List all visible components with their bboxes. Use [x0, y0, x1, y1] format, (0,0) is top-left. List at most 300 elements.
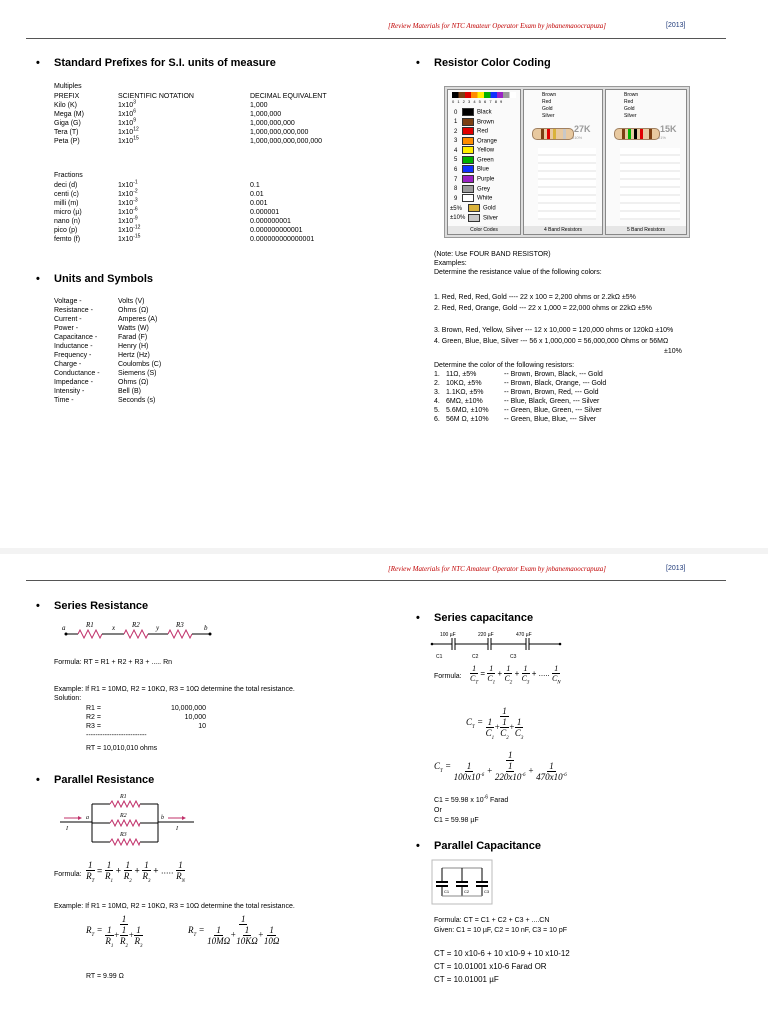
label-b: b [204, 624, 208, 632]
unit-symbol: Ohms (Ω) [118, 379, 149, 386]
unit-row [54, 324, 254, 333]
series-cap-formula-label: Formula: [434, 673, 462, 680]
unit-quantity: Frequency - [54, 352, 92, 359]
code-digit: 2 [454, 128, 458, 135]
unit-row [54, 369, 254, 378]
unit-quantity: Charge - [54, 361, 82, 368]
series-cap-or: Or [434, 807, 442, 814]
five-band-resistor [614, 128, 660, 140]
prefix-decimal: 0.000000000000001 [250, 236, 315, 243]
prefix-row [54, 137, 374, 146]
prefix-name: micro (µ) [54, 209, 82, 216]
unit-row [54, 387, 254, 396]
parallel-res-result: RT = 9.99 Ω [86, 973, 124, 980]
color-swatch [462, 137, 474, 145]
series-res-diagram [58, 618, 218, 644]
code-color: Blue [477, 167, 490, 174]
band-label: Gold [542, 106, 553, 112]
answer-row [434, 415, 734, 424]
band-label: Red [542, 99, 552, 105]
label-r2: R2 [132, 621, 140, 629]
code-color: Grey [477, 186, 491, 193]
answer-colors: -- Brown, Brown, Red, --- Gold [504, 389, 599, 396]
parallel-res-eq1: $R_T$ = 1 $\frac{1}{R_1}$ + $\frac{1}{R_2}$ + $\frac{1}{R_3}$ [86, 914, 143, 949]
answer-num: 1. [434, 371, 440, 378]
label-r3: R3 [176, 621, 184, 629]
tol-swatch [468, 204, 480, 212]
answer-value: 11Ω, ±5% [446, 371, 477, 378]
prefixes-title: • Standard Prefixes for S.I. units of measure [34, 57, 276, 69]
prefix-row [54, 208, 374, 217]
sci-base: 1x10 [118, 182, 134, 189]
color-code-item [454, 175, 497, 185]
unit-quantity: Intensity - [54, 388, 85, 395]
answer-colors: -- Green, Blue, Green, --- Silver [504, 407, 602, 414]
prefix-table [54, 92, 374, 146]
den-10k: 10KΩ [236, 936, 258, 946]
answer-value: 5.6MΩ, ±10% [446, 407, 489, 414]
col-dec: DECIMAL EQUIVALENT [250, 93, 327, 100]
pcap-n1: C1 [444, 889, 450, 894]
solution-label: R3 = [86, 723, 101, 730]
unit-symbol: Ohms (Ω) [118, 307, 149, 314]
unit-symbol: Hertz (Hz) [118, 352, 150, 359]
unit-quantity: Resistance - [54, 307, 93, 314]
cden-3: 470x10 [536, 772, 563, 782]
prefix-row [54, 199, 374, 208]
cap-v3: 470 µF [516, 632, 532, 638]
unit-row [54, 396, 254, 405]
multiples-label: Multiples [54, 83, 82, 90]
band-label: Brown [624, 92, 639, 98]
series-res-solution: Solution: [54, 695, 82, 702]
color-code-item [454, 165, 497, 175]
answer-row [434, 406, 734, 415]
four-band-sub: ±10% [572, 135, 583, 140]
solution-row [86, 722, 206, 731]
panel-caption-four: 4 Band Resistors [524, 226, 602, 234]
color-swatch [462, 194, 474, 202]
cap-n3: C3 [510, 654, 517, 660]
page-header-2: [Review Materials for NTC Amateur Operator Exam by jnbanemaoocrapuza] [388, 565, 607, 573]
den-10: 10Ω [263, 936, 280, 946]
header-rule [26, 38, 726, 39]
series-res-steps [86, 704, 206, 731]
label-p-r3: R3 [120, 832, 127, 838]
parallel-res-eq2: $R_T$ = 1 $\frac{1}{10M\Omega}$ + $\frac{1}{10K\Omega}$ + $\frac{1}{10\Omega}$ [188, 914, 280, 946]
prefix-decimal: 1,000 [250, 102, 268, 109]
four-band-value: 27K [574, 124, 591, 134]
band-label: Brown [542, 92, 557, 98]
sci-base: 1x10 [118, 209, 134, 216]
answer-num: 3. [434, 389, 440, 396]
cap-n2: C2 [472, 654, 479, 660]
color-swatch [462, 146, 474, 154]
prefix-row [54, 217, 374, 226]
label-p-b: b [161, 815, 164, 821]
five-band-labels [624, 92, 638, 120]
panel-caption-codes: Color Codes [448, 226, 520, 234]
four-band-table [538, 148, 596, 220]
parallel-res-formula-label: Formula: [54, 871, 82, 878]
color-swatch [462, 185, 474, 193]
series-cap-title: • Series capacitance [414, 612, 533, 624]
series-cap-eq1: $C_T$ = 1 $\frac{1}{C_1}$ + $\frac{1}{C_2}$ + $\frac{1}{C_3}$ [466, 706, 524, 741]
solution-label: R1 = [86, 705, 101, 712]
prefix-decimal: 0.01 [250, 191, 264, 198]
cap-n1: C1 [436, 654, 443, 660]
sci-exp: -15 [133, 233, 141, 240]
color-strip [452, 92, 516, 98]
code-color: White [477, 195, 493, 202]
unit-row [54, 342, 254, 351]
cap-v1: 100 µF [440, 632, 456, 638]
color-code-item [454, 127, 497, 137]
unit-quantity: Current - [54, 316, 82, 323]
series-cap-r1: C1 = 59.98 x 10 [434, 797, 484, 804]
code-digit: 1 [454, 119, 458, 126]
prefix-decimal: 0.000001 [250, 209, 280, 216]
answer-num: 2. [434, 380, 440, 387]
parallel-cap-given: Given: C1 = 10 µF, C2 = 10 nF, C3 = 10 pF [434, 927, 568, 934]
cden-2: 220x10 [494, 772, 522, 782]
parallel-cap-diagram [430, 858, 500, 910]
answer-colors: -- Brown, Black, Orange, --- Gold [504, 380, 607, 387]
tol-color: Silver [483, 215, 499, 222]
question-2: Determine the color of the following resistors: [434, 362, 575, 369]
color-swatch [462, 118, 474, 126]
prefix-sci [118, 137, 139, 146]
answer-value: 1.1KΩ, ±5% [446, 389, 484, 396]
examples-label: Examples: [434, 260, 467, 267]
series-cap-r1-exp: -6 [483, 794, 489, 801]
prefix-name: pico (p) [54, 227, 78, 234]
tol-color: Gold [483, 205, 496, 212]
sci-base: 1x10 [118, 191, 134, 198]
color-chart [444, 86, 690, 238]
sci-exp: 15 [133, 135, 139, 142]
prefix-row [54, 128, 374, 137]
example-3: 3. Brown, Red, Yellow, Silver --- 12 x 10,000 = 120,000 ohms or 120kΩ ±10% [434, 327, 674, 334]
unit-symbol: Seconds (s) [118, 397, 156, 404]
unit-quantity: Capacitance - [54, 334, 98, 341]
code-color: Green [477, 157, 494, 164]
units-table [54, 297, 254, 405]
code-color: Yellow [477, 147, 495, 154]
five-band-sub: ±1% [658, 135, 666, 140]
example-4: 4. Green, Blue, Blue, Silver --- 56 x 1,000,000 = 56,000,000 Ohms or 56MΩ [434, 338, 669, 345]
sci-exp: -9 [133, 215, 138, 222]
label-p-i1: I [66, 826, 68, 832]
page-header: [Review Materials for NTC Amateur Operator Exam by jnbanemaoocrapuza] [388, 22, 607, 30]
prefix-name: milli (m) [54, 200, 79, 207]
series-res-dashes: -------------------------- [86, 732, 147, 739]
header-rule-2 [26, 580, 726, 581]
code-digit: 3 [454, 138, 458, 145]
sci-base: 1x10 [118, 200, 134, 207]
answer-row [434, 370, 734, 379]
code-digit: 9 [454, 195, 458, 202]
page-year: [2013] [666, 22, 686, 29]
pcap-n3: C3 [484, 889, 490, 894]
solution-row [86, 704, 206, 713]
fractions-rows [54, 181, 374, 244]
series-cap-r1-unit: Farad [488, 797, 509, 804]
prefix-row [54, 110, 374, 119]
answer-value: 56M Ω, ±10% [446, 416, 489, 423]
parallel-cap-formula: Formula: CT = C1 + C2 + C3 + ....CN [434, 917, 550, 924]
band-label: Silver [542, 113, 555, 119]
label-p-a: a [86, 815, 89, 821]
answer-num: 4. [434, 398, 440, 405]
parallel-res-title: • Parallel Resistance [34, 774, 154, 786]
prefix-row [54, 101, 374, 110]
prefix-decimal: 0.000000001 [250, 218, 291, 225]
unit-quantity: Inductance - [54, 343, 93, 350]
prefix-row [54, 119, 374, 128]
prefix-name: centi (c) [54, 191, 79, 198]
unit-row [54, 360, 254, 369]
prefix-row [54, 226, 374, 235]
series-cap-eq2: $C_T$ = 1 $\frac{1}{100x10^{-6}}$ + $\frac{1}{220x10^{-6}}$ + $\frac{1}{470x10^{-6}}$ [434, 750, 567, 782]
prefix-decimal: 1,000,000,000 [250, 120, 295, 127]
answer-row [434, 397, 734, 406]
unit-symbol: Amperes (A) [118, 316, 158, 323]
note: (Note: Use FOUR BAND RESISTOR) [434, 251, 551, 258]
example-4-tail: ±10% [664, 348, 682, 355]
parallel-cap-line-2: CT = 10.01001 x10-6 Farad OR [434, 962, 547, 971]
page-gap [0, 548, 768, 554]
series-cap-result-1 [434, 796, 508, 805]
pcap-n2: C2 [464, 889, 470, 894]
answer-colors: -- Blue, Black, Green, --- Silver [504, 398, 600, 405]
answer-row [434, 379, 734, 388]
sci-exp: -1 [133, 179, 138, 186]
tolerance-item [450, 204, 498, 214]
sci-base: 1x10 [118, 138, 134, 145]
prefix-sci [118, 235, 140, 244]
prefix-name: Mega (M) [54, 111, 84, 118]
code-digit: 5 [454, 157, 458, 164]
prefix-name: Tera (T) [54, 129, 79, 136]
sci-base: 1x10 [118, 236, 134, 243]
solution-label: R2 = [86, 714, 101, 721]
solution-value: 10 [198, 723, 206, 730]
answer-num: 6. [434, 416, 440, 423]
units-title: • Units and Symbols [34, 273, 153, 285]
four-band-resistor [532, 128, 574, 140]
color-code-item [454, 108, 497, 118]
sci-exp: -6 [133, 206, 138, 213]
sci-base: 1x10 [118, 120, 134, 127]
digits-row: 0 1 2 3 4 5 6 7 8 9 [452, 99, 504, 104]
series-cap-result-2: C1 = 59.98 µF [434, 817, 479, 824]
label-p-i2: I [176, 826, 178, 832]
unit-symbol: Coulombs (C) [118, 361, 162, 368]
code-color: Purple [477, 176, 495, 183]
unit-row [54, 333, 254, 342]
solution-row [86, 713, 206, 722]
den-10m: 10MΩ [207, 936, 231, 946]
label-p-r1: R1 [120, 794, 127, 800]
prefix-decimal: 0.1 [250, 182, 260, 189]
color-swatch [462, 175, 474, 183]
solution-value: 10,000 [184, 714, 206, 721]
unit-symbol: Watts (W) [118, 325, 149, 332]
unit-quantity: Conductance - [54, 370, 100, 377]
tolerance-list [450, 204, 498, 223]
prefix-decimal: 0.000000000001 [250, 227, 303, 234]
series-cap-diagram [430, 630, 570, 660]
unit-quantity: Time - [54, 397, 74, 404]
answer-row [434, 388, 734, 397]
five-band-table [620, 148, 680, 220]
five-band-panel [605, 89, 687, 235]
sci-base: 1x10 [118, 227, 134, 234]
code-color: Brown [477, 119, 495, 126]
code-color: Black [477, 109, 492, 116]
sci-exp: 9 [133, 117, 136, 124]
example-1: 1. Red, Red, Red, Gold ---- 22 x 100 = 2,200 ohms or 2.2kΩ ±5% [434, 294, 636, 301]
answer-colors: -- Brown, Brown, Black, --- Gold [504, 371, 603, 378]
col-prefix: PREFIX [54, 93, 80, 100]
color-title: • Resistor Color Coding [414, 57, 551, 69]
unit-symbol: Siemens (S) [118, 370, 157, 377]
sci-exp: 6 [133, 108, 136, 115]
four-band-labels [542, 92, 556, 120]
prefix-name: deci (d) [54, 182, 78, 189]
unit-quantity: Voltage - [54, 298, 82, 305]
band-label: Red [624, 99, 634, 105]
unit-quantity: Power - [54, 325, 79, 332]
example-2: 2. Red, Red, Orange, Gold --- 22 x 1,000 = 22,000 ohms or 22kΩ ±5% [434, 305, 652, 312]
prefix-name: Giga (G) [54, 120, 81, 127]
prefix-header-row [54, 92, 374, 101]
color-code-item [454, 185, 497, 195]
label-r1: R1 [86, 621, 94, 629]
code-digit: 4 [454, 147, 458, 154]
solution-value: 10,000,000 [170, 705, 206, 712]
prefix-row [54, 235, 374, 244]
tolerance-item [450, 214, 498, 224]
multiples-rows [54, 101, 374, 146]
band-label: Gold [624, 106, 635, 112]
sci-base: 1x10 [118, 111, 134, 118]
prefix-decimal: 0.001 [250, 200, 268, 207]
unit-row [54, 297, 254, 306]
label-p-r2: R2 [120, 813, 127, 819]
unit-quantity: Impedance - [54, 379, 93, 386]
color-codes-panel [447, 89, 521, 235]
five-band-value: 15K [660, 124, 677, 134]
prefix-decimal: 1,000,000 [250, 111, 282, 118]
unit-row [54, 351, 254, 360]
code-digit: 0 [454, 109, 458, 116]
panel-caption-five: 5 Band Resistors [606, 226, 686, 234]
prefix-name: Peta (P) [54, 138, 80, 145]
color-code-item [454, 146, 497, 156]
series-cap-formula: $\frac{1}{C_T}$ = $\frac{1}{C_1}$ + $\frac{1}{C_2}$ + $\frac{1}{C_3}$ + ..... $\frac{1}{C_N}$ [470, 664, 561, 686]
unit-symbol: Bell (B) [118, 388, 141, 395]
cden-1: 100x10 [453, 772, 481, 782]
code-color: Red [477, 128, 489, 135]
sci-exp: -3 [133, 197, 138, 204]
color-code-item [454, 194, 497, 204]
unit-symbol: Volts (V) [118, 298, 145, 305]
page-year-2: [2013] [666, 565, 686, 572]
code-digit: 7 [454, 176, 458, 183]
prefix-name: femto (f) [54, 236, 81, 243]
parallel-res-diagram [58, 792, 198, 852]
color-swatch [462, 165, 474, 173]
code-color: Orange [477, 138, 498, 145]
sci-exp: -2 [133, 188, 138, 195]
sci-base: 1x10 [118, 218, 134, 225]
prefix-row [54, 190, 374, 199]
tol-swatch [468, 214, 480, 222]
color-code-item [454, 118, 497, 128]
color-swatch [462, 156, 474, 164]
series-res-example: Example: If R1 = 10MΩ, R2 = 10KΩ, R3 = 10Ω determine the total resistance. [54, 686, 295, 693]
color-answers [434, 370, 734, 424]
color-swatch [462, 127, 474, 135]
answer-value: 10KΩ, ±5% [446, 380, 482, 387]
color-code-list [454, 108, 497, 204]
fractions-label: Fractions [54, 172, 83, 179]
answer-num: 5. [434, 407, 440, 414]
prefix-decimal: 1,000,000,000,000 [250, 129, 309, 136]
cap-v2: 220 µF [478, 632, 494, 638]
question-1: Determine the resistance value of the following colors: [434, 269, 602, 276]
tol-value: ±5% [450, 205, 462, 212]
answer-value: 6MΩ, ±10% [446, 398, 483, 405]
prefix-name: nano (n) [54, 218, 81, 225]
unit-symbol: Farad (F) [118, 334, 148, 341]
unit-row [54, 306, 254, 315]
color-swatch [462, 108, 474, 116]
prefix-row [54, 181, 374, 190]
sci-base: 1x10 [118, 102, 134, 109]
tol-value: ±10% [450, 215, 466, 222]
code-digit: 8 [454, 186, 458, 193]
series-res-title: • Series Resistance [34, 600, 148, 612]
unit-row [54, 378, 254, 387]
prefix-name: Kilo (K) [54, 102, 77, 109]
prefix-decimal: 1,000,000,000,000,000 [250, 138, 323, 145]
band-label: Silver [624, 113, 637, 119]
label-y: y [156, 624, 160, 632]
sci-exp: -12 [133, 224, 141, 231]
unit-row [54, 315, 254, 324]
parallel-res-example: Example: If R1 = 10MΩ, R2 = 10KΩ, R3 = 10Ω determine the total resistance. [54, 903, 295, 910]
unit-symbol: Henry (H) [118, 343, 149, 350]
code-digit: 6 [454, 167, 458, 174]
series-res-formula: Formula: RT = R1 + R2 + R3 + ..... Rn [54, 659, 173, 666]
parallel-cap-line-3: CT = 10.01001 µF [434, 975, 499, 984]
label-x: x [112, 624, 116, 632]
col-sci: SCIENTIFIC NOTATION [118, 93, 194, 100]
sci-exp: 3 [133, 99, 136, 106]
series-res-result: RT = 10,010,010 ohms [86, 745, 158, 752]
answer-colors: -- Green, Blue, Blue, --- Silver [504, 416, 597, 423]
sci-exp: 12 [133, 126, 139, 133]
sci-base: 1x10 [118, 129, 134, 136]
label-a: a [62, 624, 66, 632]
four-band-panel [523, 89, 603, 235]
color-code-item [454, 137, 497, 147]
parallel-cap-title: • Parallel Capacitance [414, 840, 541, 852]
parallel-cap-line-1: CT = 10 x10-6 + 10 x10-9 + 10 x10-12 [434, 949, 570, 958]
